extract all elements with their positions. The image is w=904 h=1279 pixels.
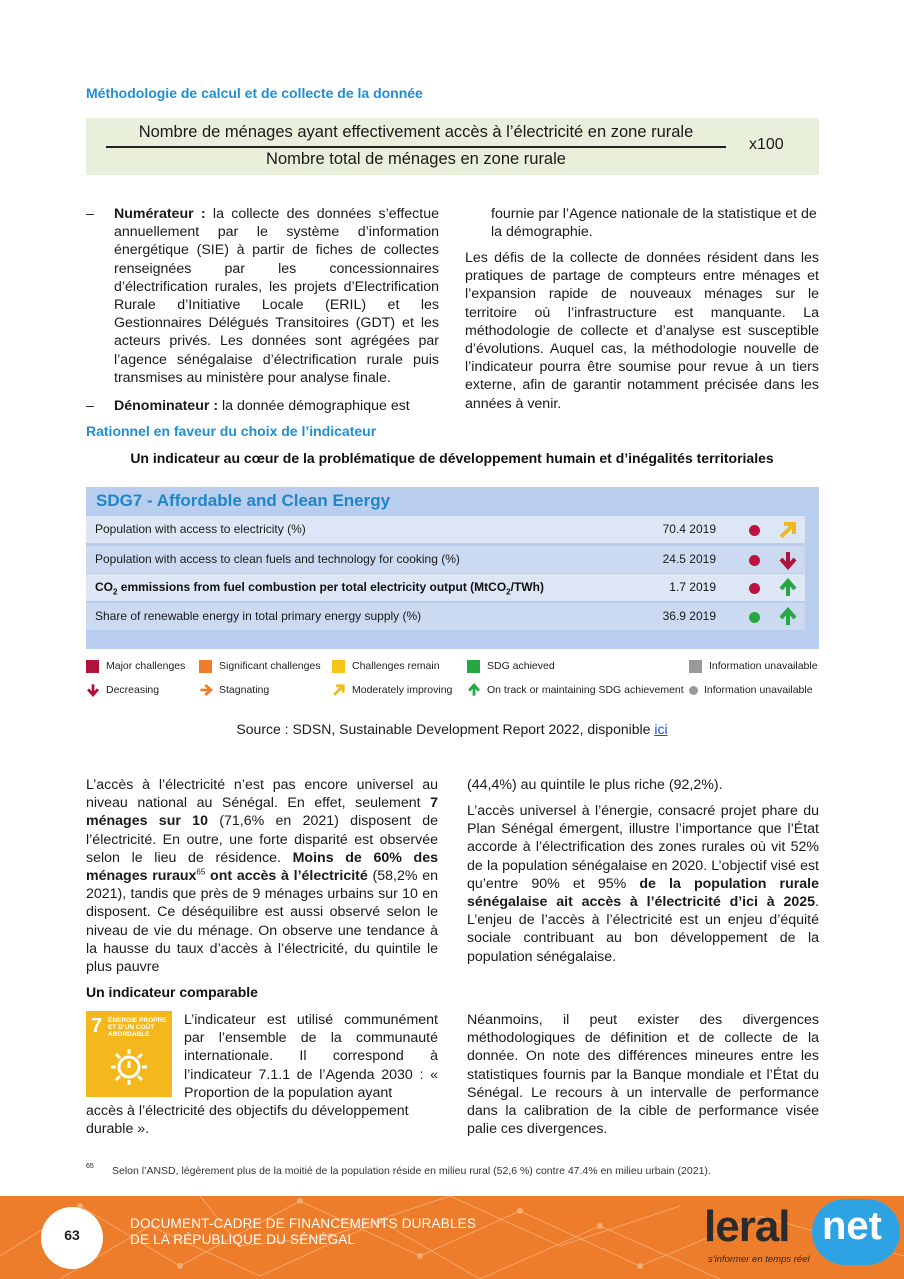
source-text: Source : SDSN, Sustainable Development Report 2022, disponible [236,721,655,737]
formula-numerator: Nombre de ménages ayant effectivement accès à l’électricité en zone rurale [138,123,694,141]
legend-unavailable-2: Information unavailable [689,683,813,697]
bullet-dash: – [86,398,94,414]
sdg-row-label: Population with access to electricity (%) [95,522,306,536]
sdg-row-label: $CO_2$ emmissions from fuel combustion per total electricity output (MtCO$_2$/TWh) [95,580,544,597]
rationale-heading: Rationnel en faveur du choix de l’indicateur [86,423,377,439]
page-number: 63 [64,1227,80,1243]
power-sun-icon [86,1011,172,1097]
access-paragraph-right-start: (44,4%) au quintile le plus riche (92,2%). [467,777,723,793]
sdg-panel-title: SDG7 - Affordable and Clean Energy [96,491,391,510]
comparable-heading: Un indicateur comparable [86,984,258,1000]
methodology-heading: Méthodologie de calcul et de collecte de la donnée [86,85,423,101]
leral-logo-text: leral [704,1202,790,1251]
access-paragraph-right: L’accès universel à l’énergie, consacré projet phare du Plan Sénégal émergent, illustre l’importance que l’État accorde à l’électrification des zones rurales où vit 52% de la population sénégalaise en 2020. L’objectif visé est qu’entre 90% et 95% de la population rurale sénégalaise ait accès à l’électricité d’ici à 2025. L’enjeu de l’accès à l’électricité est un enjeu d’équité sociale contribuant au bon développement de la population sénégalaise. [467,803,819,965]
formula-box [86,118,819,175]
formula-multiplier: x100 [749,136,784,153]
sdg-row [86,603,805,630]
data-challenges-paragraph: Les défis de la collecte de données résident dans les pratiques de partage de compteurs entre ménages et l’expansion rapide de nouveaux ménages sur le territoire où l’infrastructure est manquante. La méthodologie de collecte et d’analyse est susceptible d’évolutions. Auquel cas, la méthodologie nouvelle de l’indicateur pourra être soumise pour revue à un tiers externe, afin de garantir notamment précisée dans les années à venir. [465,250,819,412]
sdg7-icon [86,1011,172,1097]
denominator-text: la donnée démographique est [218,398,410,414]
net-logo-text: net [822,1204,882,1248]
major-square-icon [86,660,99,673]
on-track-arrow-icon [467,683,481,697]
sdg-row [86,546,805,573]
status-dot [749,525,760,536]
sdg-row-value: 1.7 2019 [669,580,716,594]
denominator-label: Dénominateur : [114,398,219,414]
status-dot [749,583,760,594]
sdg-row [86,516,805,543]
comparable-paragraph-left-cont: accès à l’électricité des objectifs du développement durable ». [86,1103,409,1138]
on-track-arrow-icon [778,578,798,598]
stagnating-arrow-icon [199,683,213,697]
legend-unavailable-1: Information unavailable [689,659,818,673]
sdg7-number: 7 [91,1015,103,1037]
significant-square-icon [199,660,212,673]
legend-achieved: SDG achieved [467,659,555,673]
comparable-paragraph-right: Néanmoins, il peut exister des divergences méthodologiques de définition et de collecte de la donnée. On note des différences mineures entre les statistiques fournis par la Banque mondiale et l’État du Sénégal. Le recours à un intervalle de performance dans la calibration de la cible de performance visée palie ces divergences. [467,1012,819,1138]
sdg-row-label: Share of renewable energy in total primary energy supply (%) [95,609,422,623]
bullet-numerator [86,205,439,387]
bullet-denominator [86,397,439,415]
bullet-dash: – [86,206,94,222]
on-track-arrow-icon [778,607,798,627]
decreasing-arrow-icon [778,550,798,570]
footnote-text: Selon l’ANSD, légèrement plus de la moitié de la population réside en milieu rural (52,6 %) contre 47.4% en milieu urbain (2021). [112,1165,711,1177]
sdg7-title: ÉNERGIE PROPRE ET D’UN COÛT ABORDABLE [108,1017,167,1038]
decreasing-arrow-icon [86,683,100,697]
footnote-number: 65 [86,1163,94,1170]
source-link[interactable]: ici [654,721,668,737]
sdg-row [86,574,805,601]
unavailable-square-icon [689,660,702,673]
source-line [0,721,904,737]
sdg-row-value: 24.5 2019 [662,552,716,566]
numerator-label: Numérateur : [114,206,206,222]
unavailable-dot-icon [689,686,698,695]
sdg-row-value: 70.4 2019 [662,522,716,536]
legend-remain: Challenges remain [332,659,440,673]
numerator-text: la collecte des données s’effectue annuellement par le système d’information énergétique (SIE) à partir de fiches de collectes renseignées par les concessionnaires d’électrification rurales, les projets d’Electrification Rurale d’Initiative Locale (ERIL) et les Gestionnaires Délégués Transitoires (GDT) et les acteurs privés. Les données sont agrégées par l’agence sénégalaise d’électrification rurale puis transmises au ministère pour analyse finale. [114,206,439,386]
remain-square-icon [332,660,345,673]
status-dot [749,612,760,623]
moderately-improving-arrow-icon [332,683,346,697]
status-dot [749,555,760,566]
legend-on-track: On track or maintaining SDG achievement [467,683,684,697]
page-footer [0,1196,904,1279]
logo-tagline: s'informer en temps réel [708,1254,810,1265]
sdg-row-value: 36.9 2019 [662,609,716,623]
legend-decreasing: Decreasing [86,683,159,697]
comparable-paragraph-left: L’indicateur est utilisé communément par l’ensemble de la communauté internationale. Il correspond à l’indicateur 7.1.1 de l’Agenda 2030 : « Proportion de la population ayant [184,1012,438,1101]
moderately-improving-arrow-icon [778,520,798,540]
rationale-subheading: Un indicateur au cœur de la problématique de développement humain et d’inégalités territoriales [130,450,774,466]
denominator-continuation: fournie par l’Agence nationale de la statistique et de la démographie. [491,206,817,241]
fraction-bar [106,146,726,148]
legend-moderately: Moderately improving [332,683,452,697]
sdg-dashboard-panel [86,487,819,649]
formula-denominator: Nombre total de ménages en zone rurale [266,150,566,168]
sdg-row-label: Population with access to clean fuels and technology for cooking (%) [95,552,460,566]
legend-major: Major challenges [86,659,185,673]
access-paragraph-left: L’accès à l’électricité n’est pas encore universel au niveau national au Sénégal. En effet, seulement 7 ménages sur 10 (71,6% en 2021) disposent de l’électricité. En outre, une forte disparité est observée selon le lieu de résidence. Moins de 60% des ménages ruraux$^{65}$ ont accès à l’électricité (58,2% en 2021), tandis que près de 9 ménages urbains sur 10 en disposent. Ce déséquilibre est aussi observé selon le niveau de vie du ménage. On observe une tendance à la hausse du taux d’accès à l’électricité, du quintile le plus pauvre [86,777,438,976]
legend-significant: Significant challenges [199,659,321,673]
footer-title: DOCUMENT-CADRE DE FINANCEMENTS DURABLES DE LA RÉPUBLIQUE DU SÉNÉGAL [130,1216,477,1247]
legend-stagnating: Stagnating [199,683,269,697]
achieved-square-icon [467,660,480,673]
